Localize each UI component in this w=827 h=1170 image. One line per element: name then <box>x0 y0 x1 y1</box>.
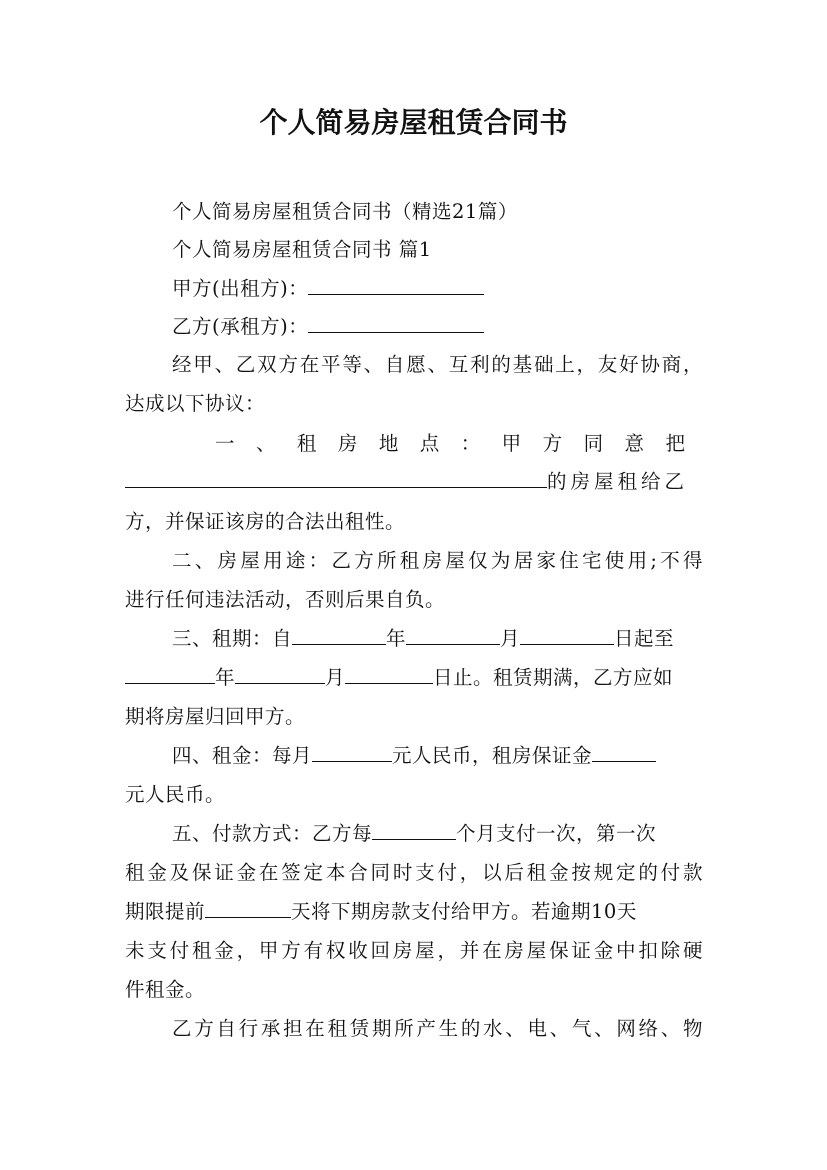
clause-1-mid-text: 的房屋租给乙 <box>547 470 689 493</box>
clause-3-line-2 <box>125 659 703 697</box>
clause-3-end-text: 日止。租赁期满，乙方应如 <box>433 666 674 689</box>
year-label: 年 <box>386 627 407 650</box>
clause-3-label: 三、租期：自 <box>172 627 293 650</box>
end-month-blank <box>235 663 325 684</box>
party-a-line <box>172 270 703 308</box>
party-a-blank <box>308 274 484 295</box>
clause-5-mid-text: 个月支付一次，第一次 <box>456 822 657 845</box>
month-label: 月 <box>500 627 521 650</box>
clause-5-line-5: 件租金。 <box>125 978 206 1001</box>
clause-2-line-2: 进行任何违法活动，否则后果自负。 <box>125 588 446 611</box>
clause-4-label: 四、租金：每月 <box>172 744 313 767</box>
party-b-line <box>172 308 703 346</box>
clause-5-label: 五、付款方式：乙方每 <box>172 822 373 845</box>
end-day-blank <box>345 663 433 684</box>
start-day-blank <box>520 624 614 645</box>
clause-2-line-1: 二、房屋用途：乙方所租房屋仅为居家住宅使用;不得 <box>172 549 703 572</box>
clause-6-line-1: 乙方自行承担在租赁期所产生的水、电、气、网络、物 <box>172 1017 703 1040</box>
end-year-blank <box>125 663 215 684</box>
day-from-label: 日起至 <box>614 627 675 650</box>
clause-1-line-2 <box>125 463 703 501</box>
party-b-blank <box>308 312 484 333</box>
clause-4-mid-text: 元人民币，租房保证金 <box>392 744 593 767</box>
section-heading: 个人简易房屋租赁合同书 篇1 <box>172 238 432 261</box>
start-year-blank <box>292 624 386 645</box>
party-b-label: 乙方(承租方)： <box>172 315 309 338</box>
month-label-2: 月 <box>325 666 346 689</box>
clause-1-line-3: 方，并保证该房的合法出租性。 <box>125 510 406 533</box>
advance-days-blank <box>205 897 291 918</box>
clause-5-line-4: 未支付租金，甲方有权收回房屋，并在房屋保证金中扣除硬 <box>125 939 703 962</box>
address-blank <box>125 467 547 488</box>
clause-4-line-1 <box>172 737 703 775</box>
clause-3-line-1 <box>172 620 703 658</box>
intro-line-1: 经甲、乙双方在平等、自愿、互利的基础上，友好协商， <box>172 353 703 376</box>
intro-line-2: 达成以下协议： <box>125 392 266 415</box>
clause-5-line-3-text: 天将下期房款支付给甲方。若逾期10天 <box>291 900 637 923</box>
clause-5-line-3 <box>125 893 703 931</box>
clause-1-line-1: 一、租房地点：甲方同意把 <box>215 432 703 455</box>
year-label-2: 年 <box>215 666 236 689</box>
clause-4-line-2: 元人民币。 <box>125 783 226 806</box>
document-title: 个人简易房屋租赁合同书 <box>259 106 568 139</box>
clause-5-line-2: 租金及保证金在签定本合同时支付，以后租金按规定的付款 <box>125 861 703 884</box>
deposit-blank <box>592 741 656 762</box>
clause-3-line-3: 期将房屋归回甲方。 <box>125 705 306 728</box>
clause-5-line-1 <box>172 815 703 853</box>
monthly-rent-blank <box>312 741 392 762</box>
party-a-label: 甲方(出租方)： <box>172 277 309 300</box>
advance-label: 期限提前 <box>125 900 206 923</box>
subtitle-line: 个人简易房屋租赁合同书（精选21篇） <box>172 200 518 223</box>
start-month-blank <box>406 624 500 645</box>
payment-interval-blank <box>372 819 456 840</box>
